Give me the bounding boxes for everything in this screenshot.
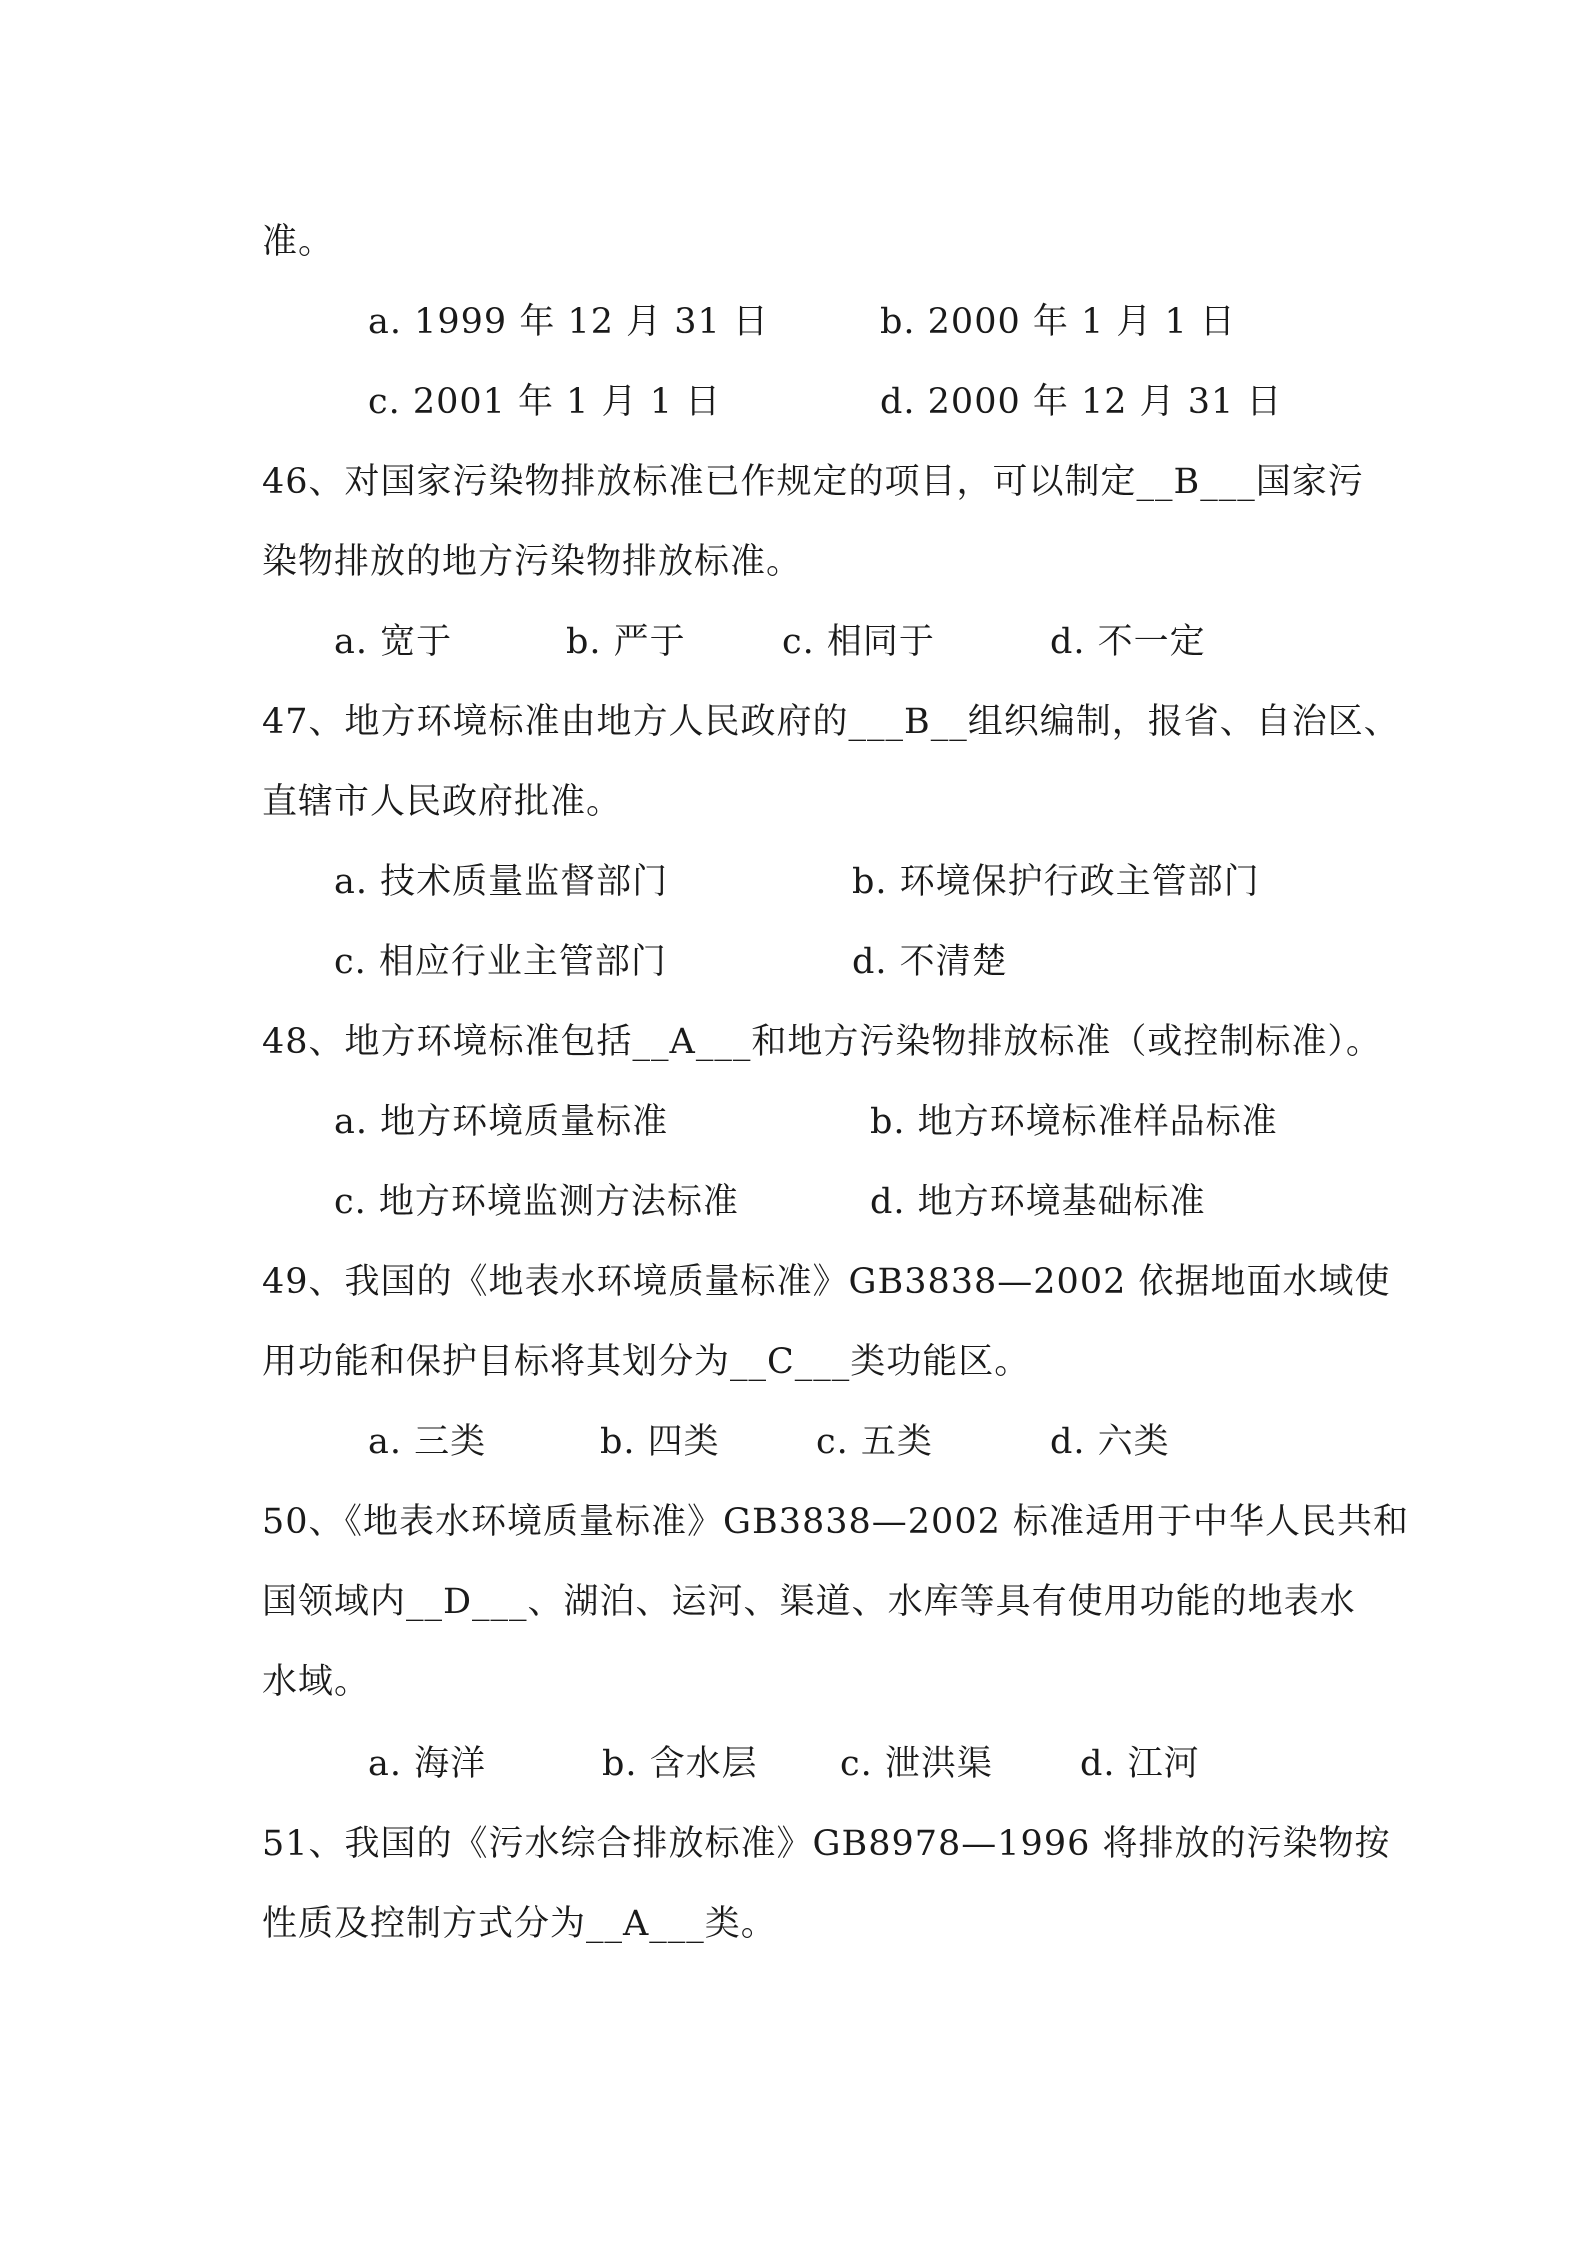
q47-option-d: d. 不清楚 <box>852 942 1008 982</box>
question-46-line-2: 染物排放的地方污染物排放标准。 <box>262 542 803 582</box>
question-49-line-2: 用功能和保护目标将其划分为__C___类功能区。 <box>262 1342 1031 1382</box>
question-46-line-1: 46、对国家污染物排放标准已作规定的项目，可以制定__B___国家污 <box>262 462 1364 502</box>
question-47-line-2: 直辖市人民政府批准。 <box>262 782 623 822</box>
question-47-line-1: 47、地方环境标准由地方人民政府的___B__组织编制，报省、自治区、 <box>262 702 1400 742</box>
q46-option-d: d. 不一定 <box>1050 622 1206 662</box>
q50-option-b: b. 含水层 <box>602 1744 758 1784</box>
question-50-line-2: 国领域内__D___、湖泊、运河、渠道、水库等具有使用功能的地表水 <box>262 1582 1356 1622</box>
q47-option-c: c. 相应行业主管部门 <box>334 942 667 982</box>
question-51-line-1: 51、我国的《污水综合排放标准》GB8978—1996 将排放的污染物按 <box>262 1824 1391 1864</box>
q49-option-d: d. 六类 <box>1050 1422 1170 1462</box>
q50-option-c: c. 泄洪渠 <box>840 1744 993 1784</box>
q45-option-a: a. 1999 年 12 月 31 日 <box>368 302 769 342</box>
q48-option-b: b. 地方环境标准样品标准 <box>870 1102 1278 1142</box>
q49-option-a: a. 三类 <box>368 1422 487 1462</box>
q46-option-b: b. 严于 <box>566 622 686 662</box>
question-51-line-2: 性质及控制方式分为__A___类。 <box>262 1904 777 1944</box>
question-50-line-1: 50、《地表水环境质量标准》GB3838—2002 标准适用于中华人民共和 <box>262 1502 1409 1542</box>
question-48-line-1: 48、地方环境标准包括__A___和地方污染物排放标准（或控制标准）。 <box>262 1022 1382 1062</box>
q47-option-b: b. 环境保护行政主管部门 <box>852 862 1260 902</box>
q50-option-d: d. 江河 <box>1080 1744 1200 1784</box>
q45-option-b: b. 2000 年 1 月 1 日 <box>880 302 1236 342</box>
question-49-line-1: 49、我国的《地表水环境质量标准》GB3838—2002 依据地面水域使 <box>262 1262 1391 1302</box>
q49-option-b: b. 四类 <box>600 1422 720 1462</box>
q46-option-c: c. 相同于 <box>782 622 935 662</box>
q47-option-a: a. 技术质量监督部门 <box>334 862 669 902</box>
q45-option-c: c. 2001 年 1 月 1 日 <box>368 382 722 422</box>
q46-option-a: a. 宽于 <box>334 622 453 662</box>
q49-option-c: c. 五类 <box>816 1422 933 1462</box>
q48-option-c: c. 地方环境监测方法标准 <box>334 1182 739 1222</box>
q48-option-a: a. 地方环境质量标准 <box>334 1102 669 1142</box>
question-50-line-3: 水域。 <box>262 1662 371 1702</box>
q48-option-d: d. 地方环境基础标准 <box>870 1182 1206 1222</box>
q50-option-a: a. 海洋 <box>368 1744 487 1784</box>
q45-option-d: d. 2000 年 12 月 31 日 <box>880 382 1283 422</box>
question-45-continuation: 准。 <box>262 222 335 262</box>
